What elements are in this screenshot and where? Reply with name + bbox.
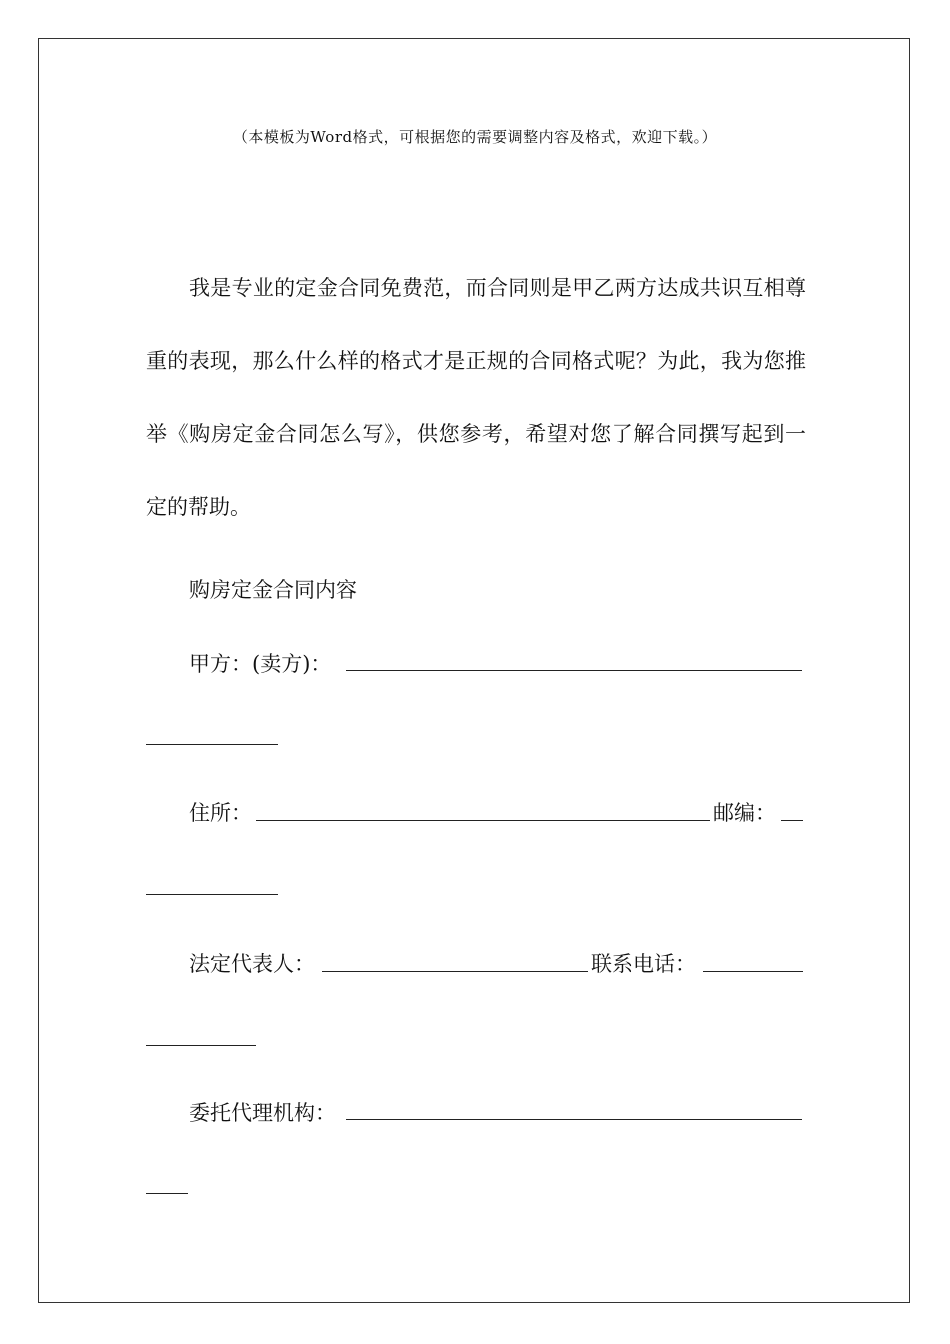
- address-label: 住所：: [189, 801, 252, 825]
- intro-paragraph: 我是专业的定金合同免费范，而合同则是甲乙两方达成共识互相尊重的表现，那么什么样的格式才是正规的合同格式呢？为此，我为您推举《购房定金合同怎么写》，供您参考，希望对您了解合同撰写起到一定的帮助。: [146, 276, 806, 519]
- section-title: 购房定金合同内容: [189, 578, 357, 602]
- party-a-label: 甲方：(卖方)：: [189, 652, 332, 676]
- agency-label: 委托代理机构：: [189, 1101, 336, 1125]
- postcode-blank[interactable]: [781, 820, 803, 821]
- phone-blank-continued[interactable]: [146, 1045, 256, 1046]
- party-a-blank[interactable]: [346, 670, 802, 671]
- postcode-label: 邮编：: [713, 801, 776, 825]
- party-a-blank-continued[interactable]: [146, 744, 278, 745]
- agency-blank-continued[interactable]: [146, 1193, 188, 1194]
- phone-blank[interactable]: [703, 971, 803, 972]
- agency-blank[interactable]: [346, 1119, 802, 1120]
- postcode-blank-continued[interactable]: [146, 894, 278, 895]
- phone-label: 联系电话：: [591, 952, 696, 976]
- legal-representative-label: 法定代表人：: [189, 952, 315, 976]
- legal-representative-blank[interactable]: [322, 971, 588, 972]
- template-notice: （本模板为Word格式，可根据您的需要调整内容及格式，欢迎下载。）: [232, 128, 718, 146]
- address-blank[interactable]: [256, 820, 710, 821]
